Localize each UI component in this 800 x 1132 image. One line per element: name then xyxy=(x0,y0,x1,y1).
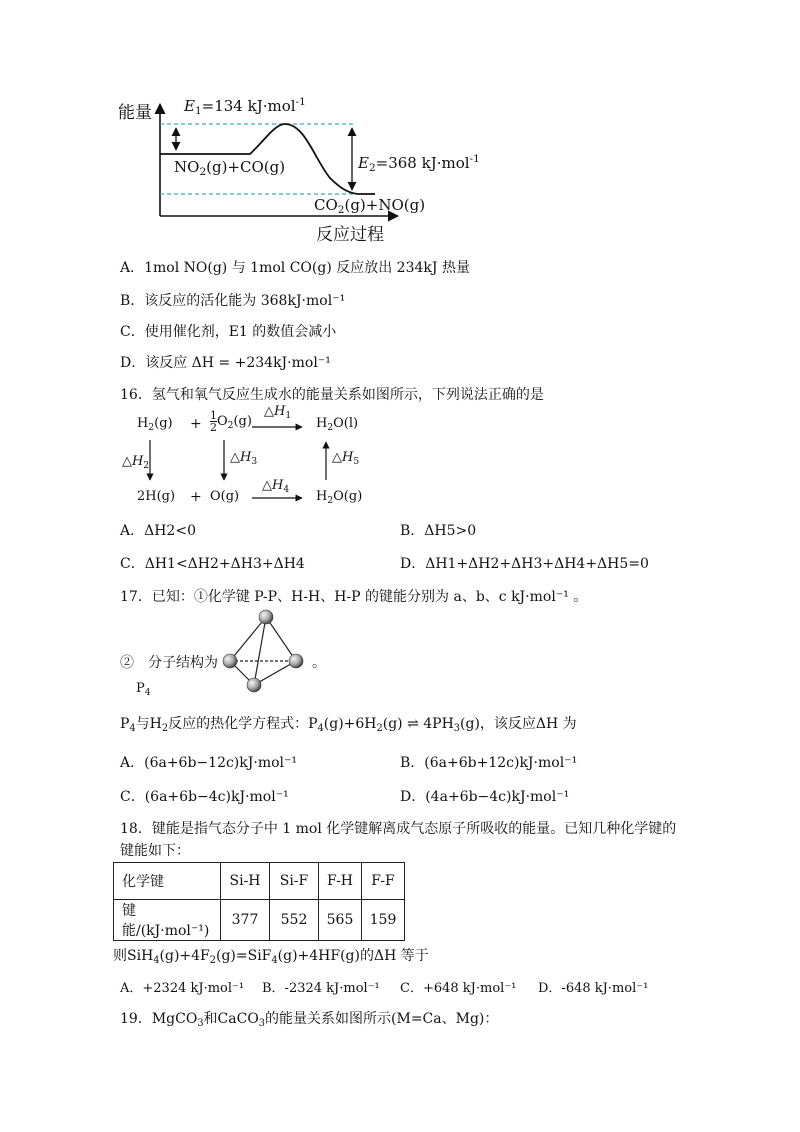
p4-tetrahedron xyxy=(220,605,312,697)
table-cell: F-H xyxy=(319,863,362,900)
dh5-label: $\triangle H_5$ xyxy=(332,450,360,467)
table-row xyxy=(114,900,405,941)
table-cell: 377 xyxy=(221,900,270,941)
q17-part2: ② 分子结构为 xyxy=(120,655,218,671)
q15-option-d: D．该反应 ΔH = +234kJ·mol⁻¹ xyxy=(120,355,331,371)
q17-option-b: B．(6a+6b+12c)kJ·mol⁻¹ xyxy=(400,755,578,771)
y-axis-label: 能量 xyxy=(118,103,152,123)
bond-energy-table xyxy=(113,862,405,941)
q17-equation: $P_4$与$H_2$反应的热化学方程式：$P_4(g)+6H_2(g)$ ⇌ $4PH_3(g)$，该反应ΔH 为 xyxy=(120,716,577,734)
q17-stem: 17．已知：①化学键 P-P、H-H、H-P 的键能分别为 a、b、c kJ·mol⁻¹ 。 xyxy=(120,589,588,605)
q19-stem: 19．MgCO$_3$和CaCO$_3$的能量关系如图所示(M=Ca、Mg)： xyxy=(120,1011,499,1029)
q15-option-a: A．1mol NO(g) 与 1mol CO(g) 反应放出 234kJ 热量 xyxy=(120,260,470,276)
q18-equation: 则$SiH_4(g)+4F_2(g)=SiF_4(g)+4HF(g)$的ΔH 等于 xyxy=(113,948,429,966)
q15-option-c: C．使用催化剂，E1 的数值会减小 xyxy=(120,324,337,340)
q18-stem-line1: 18．键能是指气态分子中 1 mol 化学键解离成气态原子所吸收的能量。已知几种化学键的 xyxy=(120,821,677,837)
q16-option-c: C．ΔH1<ΔH2+ΔH3+ΔH4 xyxy=(120,556,305,572)
table-cell: 化学键 xyxy=(114,863,221,900)
q17-option-d: D．(4a+6b−4c)kJ·mol⁻¹ xyxy=(400,789,570,805)
p4-label: $P_4$ xyxy=(136,681,151,698)
q16-stem: 16．氢气和氧气反应生成水的能量关系如图所示，下列说法正确的是 xyxy=(120,387,544,403)
dh4-label: $\triangle H_4$ xyxy=(262,478,290,495)
table-cell: 552 xyxy=(270,900,319,941)
dh2-label: $\triangle H_2$ xyxy=(122,454,150,471)
plus-sign-2: + xyxy=(190,489,202,505)
q18-option-c: C．+648 kJ·mol⁻¹ xyxy=(400,981,517,996)
table-cell: Si-H xyxy=(221,863,270,900)
h2o-liquid: $H_2O(l)$ xyxy=(316,416,359,433)
reactants-label: $NO_2(g)+CO(g)$ xyxy=(174,158,286,178)
q16-option-a: A．ΔH2<0 xyxy=(120,523,196,539)
h-atoms: 2H(g) xyxy=(137,489,176,504)
table-cell: F-F xyxy=(362,863,405,900)
q15-option-b: B．该反应的活化能为 368kJ·mol⁻¹ xyxy=(120,293,346,309)
q16-energy-cycle xyxy=(0,400,800,510)
e1-label: $E_1=134$ kJ·mol$^{-1}$ xyxy=(184,96,306,117)
dh3-label: $\triangle H_3$ xyxy=(230,450,258,467)
q18-option-d: D．-648 kJ·mol⁻¹ xyxy=(538,981,649,996)
table-row xyxy=(114,863,405,900)
plus-sign: + xyxy=(190,416,202,432)
h2-gas: $H_2(g)$ xyxy=(137,416,173,433)
products-label: $CO_2(g)+NO(g)$ xyxy=(314,196,426,216)
h2o-gas: $H_2O(g)$ xyxy=(316,489,363,506)
q16-option-b: B．ΔH5>0 xyxy=(400,523,477,539)
q18-option-a: A．+2324 kJ·mol⁻¹ xyxy=(120,981,245,996)
q17-period: 。 xyxy=(312,655,326,671)
x-axis-label: 反应过程 xyxy=(316,225,384,245)
table-cell: Si-F xyxy=(270,863,319,900)
table-cell: 565 xyxy=(319,900,362,941)
o-atom: O(g) xyxy=(210,489,240,504)
dh1-label: $\triangle H_1$ xyxy=(264,404,292,421)
q17-option-c: C．(6a+6b−4c)kJ·mol⁻¹ xyxy=(120,789,289,805)
table-cell: 159 xyxy=(362,900,405,941)
q18-stem-line2: 键能如下： xyxy=(120,843,190,859)
table-cell: 键能/(kJ·mol⁻¹) xyxy=(114,900,221,941)
q18-option-b: B．-2324 kJ·mol⁻¹ xyxy=(262,981,380,996)
e2-label: $E_2=368$ kJ·mol$^{-1}$ xyxy=(358,153,480,174)
q16-option-d: D．ΔH1+ΔH2+ΔH3+ΔH4+ΔH5=0 xyxy=(400,556,649,572)
q17-option-a: A．(6a+6b−12c)kJ·mol⁻¹ xyxy=(120,755,298,771)
half-o2: 1 2 $O_2(g)$ xyxy=(210,409,252,434)
